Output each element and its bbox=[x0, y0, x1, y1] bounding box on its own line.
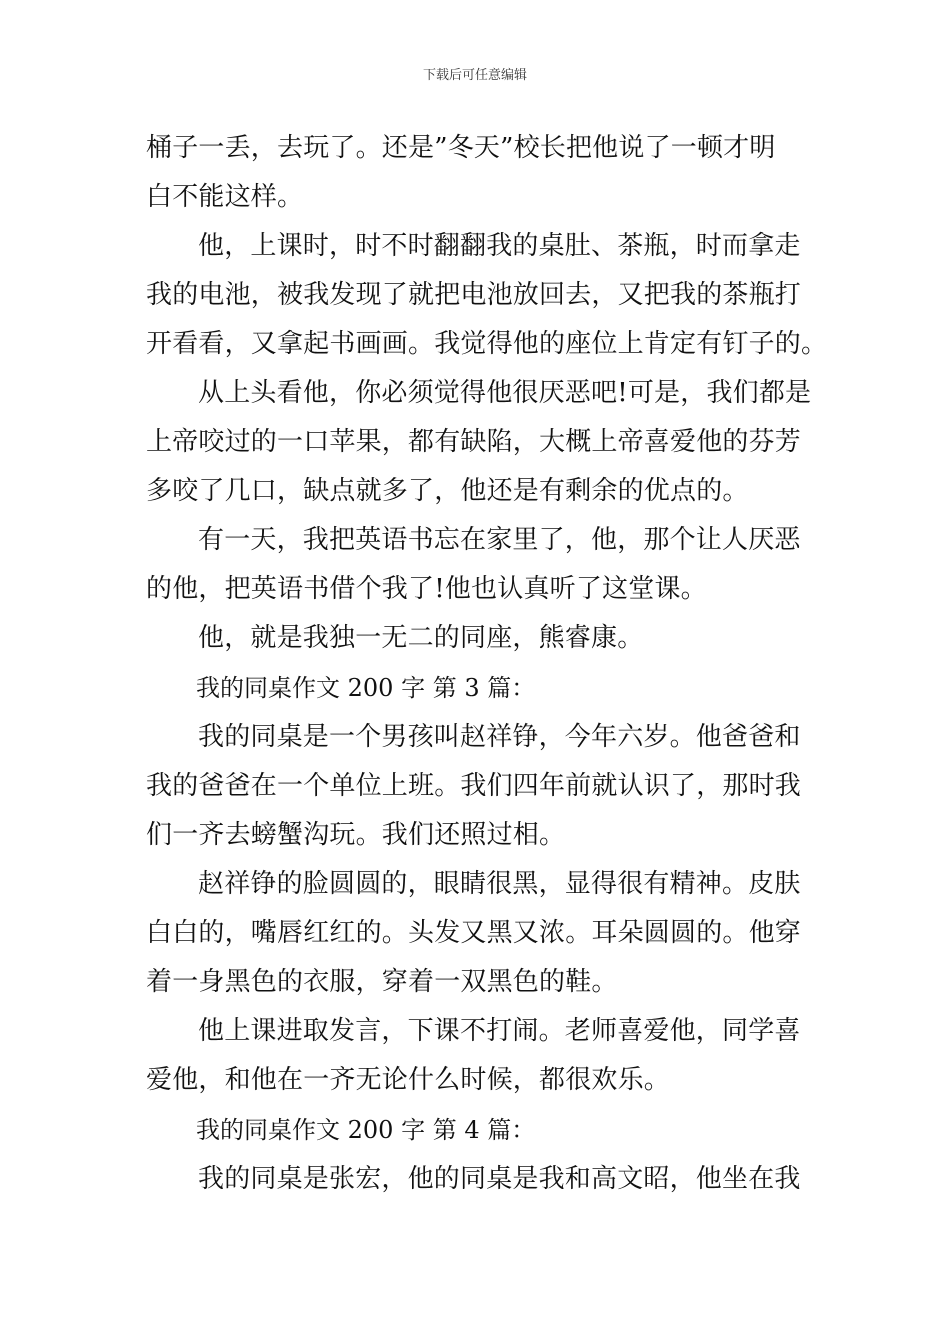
text-line: 他上课进取发言，下课不打闹。老师喜爱他，同学喜 bbox=[198, 1016, 801, 1046]
paragraph bbox=[146, 614, 811, 663]
paragraph bbox=[146, 1155, 811, 1204]
text-line: 开看看，又拿起书画画。我觉得他的座位上肯定有钉子的。 bbox=[146, 329, 828, 359]
paragraph bbox=[146, 222, 828, 369]
text-line: 白白的，嘴唇红红的。头发又黑又浓。耳朵圆圆的。他穿 bbox=[146, 918, 802, 948]
document-body bbox=[146, 124, 828, 1204]
text-line: 我的同桌作文 200 字 第 3 篇： bbox=[196, 674, 536, 702]
paragraph bbox=[146, 713, 811, 860]
text-line: 从上头看他，你必须觉得他很厌恶吧!可是，我们都是 bbox=[198, 378, 812, 408]
text-line: 有一天，我把英语书忘在家里了，他，那个让人厌恶 bbox=[198, 525, 801, 555]
text-line: 着一身黑色的衣服，穿着一双黑色的鞋。 bbox=[146, 967, 618, 997]
text-line: 我的同桌是张宏，他的同桌是我和高文昭，他坐在我 bbox=[198, 1164, 801, 1194]
text-line: 他，上课时，时不时翻翻我的桌肚、茶瓶，时而拿走 bbox=[198, 231, 801, 261]
paragraph bbox=[146, 516, 811, 614]
paragraph bbox=[146, 860, 811, 1007]
page-header: 下载后可任意编辑 bbox=[422, 68, 527, 83]
text-line: 的他，把英语书借个我了!他也认真听了这堂课。 bbox=[146, 574, 707, 604]
text-line: 上帝咬过的一口苹果，都有缺陷，大概上帝喜爱他的芬芳 bbox=[146, 427, 802, 457]
text-line: 多咬了几口，缺点就多了，他还是有剩余的优点的。 bbox=[146, 476, 749, 506]
text-line: 赵祥铮的脸圆圆的，眼睛很黑，显得很有精神。皮肤 bbox=[198, 869, 801, 899]
text-line: 我的电池，被我发现了就把电池放回去，又把我的茶瓶打 bbox=[146, 280, 802, 310]
text-line: 我的同桌是一个男孩叫赵祥铮，今年六岁。他爸爸和 bbox=[198, 722, 801, 752]
section-heading bbox=[146, 663, 811, 713]
text-line: 桶子一丢，去玩了。还是”冬天”校长把他说了一顿才明 bbox=[146, 133, 776, 163]
text-line: 我的爸爸在一个单位上班。我们四年前就认识了，那时我 bbox=[146, 771, 802, 801]
section-heading bbox=[146, 1105, 811, 1155]
text-line: 我的同桌作文 200 字 第 4 篇： bbox=[196, 1116, 536, 1144]
paragraph bbox=[146, 1007, 811, 1105]
paragraph bbox=[146, 369, 811, 516]
text-line: 白不能这样。 bbox=[146, 182, 304, 212]
text-line: 他，就是我独一无二的同座，熊睿康。 bbox=[198, 623, 644, 653]
text-line: 们一齐去螃蟹沟玩。我们还照过相。 bbox=[146, 820, 566, 850]
text-line: 爱他，和他在一齐无论什么时候，都很欢乐。 bbox=[146, 1065, 671, 1095]
paragraph bbox=[146, 124, 811, 222]
